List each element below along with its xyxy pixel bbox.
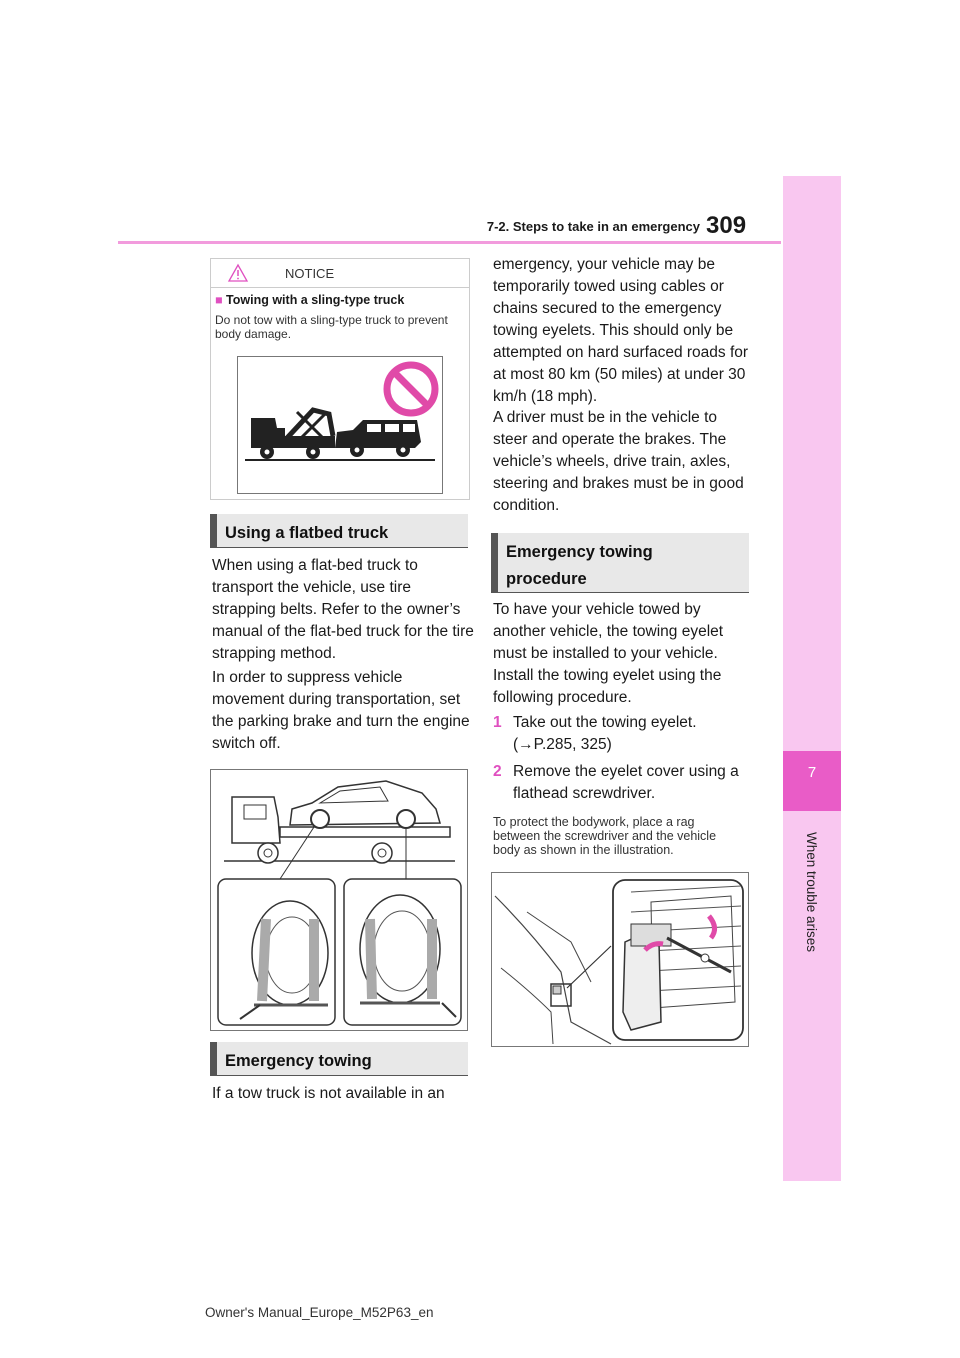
notice-subheading-text: Towing with a sling-type truck xyxy=(226,293,405,307)
notice-header xyxy=(211,259,469,288)
chapter-label xyxy=(795,832,825,982)
driver-requirement-paragraph: A driver must be in the vehicle to steer and operate the brakes. The vehicle’s wheels, drive train, axles, steering and brakes must be in good condition. xyxy=(493,409,744,514)
step-2 xyxy=(493,761,755,805)
heading-emergency-towing xyxy=(210,1042,468,1076)
notice-subheading-marker: ■ xyxy=(215,293,223,307)
header-rule xyxy=(118,241,781,244)
flatbed-paragraph-2: In order to suppress vehicle movement during transportation, set the parking brake and turn the engine switch off. xyxy=(212,669,470,752)
notice-label: NOTICE xyxy=(285,266,335,281)
step-text: Take out the towing eyelet. (→P.285, 325) xyxy=(513,714,697,753)
notice-body: Do not tow with a sling-type truck to prevent body damage. xyxy=(215,313,448,341)
procedure-intro-paragraph: To have your vehicle towed by another vehicle, the towing eyelet must be installed to your vehicle. Install the towing eyelet using the following procedure. xyxy=(493,601,724,706)
chapter-label-text: When trouble arises xyxy=(804,832,819,953)
heading-text: Emergency towing procedure xyxy=(506,543,653,588)
notice-box xyxy=(210,258,470,500)
page-number: 309 xyxy=(706,212,747,239)
step-number: 2 xyxy=(493,763,502,780)
step-number: 1 xyxy=(493,714,502,731)
step-text: Remove the eyelet cover using a flathead screwdriver. xyxy=(513,763,739,802)
heading-using-flatbed-truck xyxy=(210,514,468,548)
chapter-number-box xyxy=(783,751,841,811)
chapter-number: 7 xyxy=(807,764,817,781)
heading-emergency-towing-procedure xyxy=(491,533,749,593)
section-title: 7-2. Steps to take in an emergency xyxy=(486,219,700,234)
sling-truck-prohibited-illustration xyxy=(237,356,443,494)
flatbed-paragraph-1: When using a flat-bed truck to transport the vehicle, use tire strapping belts. Refer to the owner’s manual of the flat-bed truck for the tire strapping method. xyxy=(212,557,474,662)
footer-text: Owner's Manual_Europe_M52P63_en xyxy=(205,1305,434,1320)
heading-text: Using a flatbed truck xyxy=(225,524,389,542)
bodywork-protection-note: To protect the bodywork, place a rag between the screwdriver and the vehicle body as shown in the illustration. xyxy=(493,815,717,857)
step-1 xyxy=(493,712,755,756)
warning-triangle-icon xyxy=(227,263,249,283)
towing-paragraph-continued: emergency, your vehicle may be temporarily towed using cables or chains secured to the emergency towing eyelets. This should only be attempted on hard surfaced roads for at most 80 km (50 miles) at under 30 km/h (18 mph). xyxy=(493,256,749,405)
notice-subheading xyxy=(215,293,404,307)
heading-text: Emergency towing xyxy=(225,1052,372,1070)
chapter-side-tab xyxy=(783,176,841,1181)
flatbed-strapping-illustration xyxy=(210,769,468,1031)
eyelet-cover-removal-illustration xyxy=(491,872,749,1047)
emergency-towing-paragraph-start: If a tow truck is not available in an xyxy=(212,1085,445,1102)
